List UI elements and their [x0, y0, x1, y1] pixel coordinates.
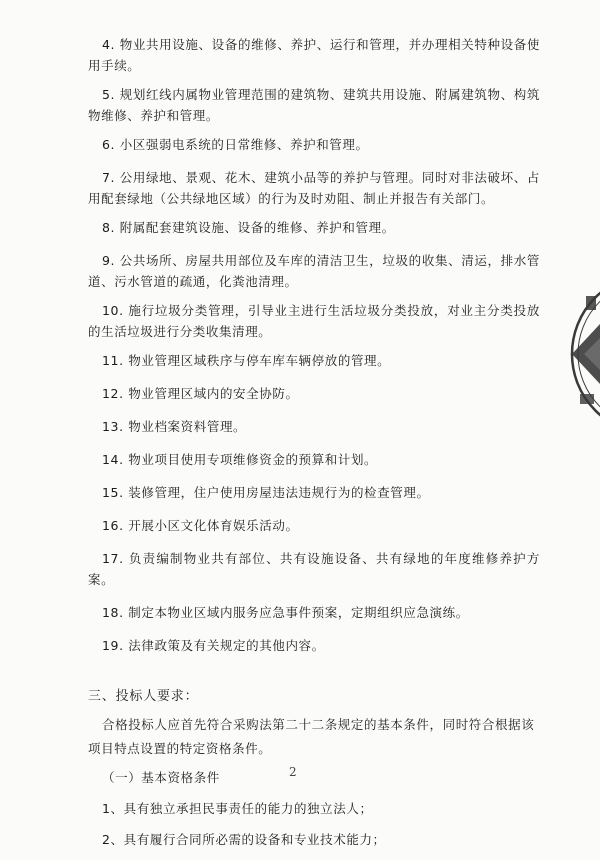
list-item: 9. 公共场所、房屋共用部位及车库的清洁卫生，垃圾的收集、清运，排水管道、污水管道的疏通，化粪池清理。 — [88, 253, 540, 289]
list-item: 7. 公用绿地、景观、花木、建筑小品等的养护与管理。同时对非法破坏、占用配套绿地（公共绿地区域）的行为及时劝阻、制止并报告有关部门。 — [88, 170, 540, 206]
page-number: 2 — [289, 765, 297, 779]
list-item: 12. 物业管理区域内的安全协防。 — [102, 386, 299, 401]
list-item: 8. 附属配套建筑设施、设备的维修、养护和管理。 — [102, 220, 395, 235]
subsection-heading: （一）基本资格条件 — [102, 770, 220, 785]
list-item: 4. 物业共用设施、设备的维修、养护、运行和管理，并办理相关特种设备使用手续。 — [88, 37, 540, 73]
condition-item: 2、具有履行合同所必需的设备和专业技术能力； — [102, 832, 386, 847]
list-item: 17. 负责编制物业共有部位、共有设施设备、共有绿地的年度维修养护方案。 — [88, 551, 540, 587]
list-item: 15. 装修管理，住户使用房屋违法违规行为的检查管理。 — [102, 485, 430, 500]
list-item: 11. 物业管理区域秩序与停车库车辆停放的管理。 — [102, 353, 391, 368]
list-item: 5. 规划红线内属物业管理范围的建筑物、建筑共用设施、附属建筑物、构筑物维修、养护和管理。 — [88, 87, 540, 123]
document-body — [88, 34, 540, 860]
condition-item: 1、具有独立承担民事责任的能力的独立法人； — [102, 801, 373, 816]
list-item: 19. 法律政策及有关规定的其他内容。 — [102, 638, 325, 653]
section-heading: 三、投标人要求： — [88, 689, 199, 704]
section-intro: 合格投标人应首先符合采购法第二十二条规定的基本条件，同时符合根据该项目特点设置的特定资格条件。 — [88, 717, 535, 756]
list-item: 10. 施行垃圾分类管理，引导业主进行生活垃圾分类投放，对业主分类投放的生活垃圾进行分类收集清理。 — [88, 303, 540, 339]
seal-stamp — [566, 268, 600, 440]
list-item: 16. 开展小区文化体育娱乐活动。 — [102, 518, 299, 533]
list-item: 18. 制定本物业区域内服务应急事件预案，定期组织应急演练。 — [102, 605, 469, 620]
list-item: 13. 物业档案资料管理。 — [102, 419, 247, 434]
list-item: 14. 物业项目使用专项维修资金的预算和计划。 — [102, 452, 378, 467]
list-item: 6. 小区强弱电系统的日常维修、养护和管理。 — [102, 137, 369, 152]
